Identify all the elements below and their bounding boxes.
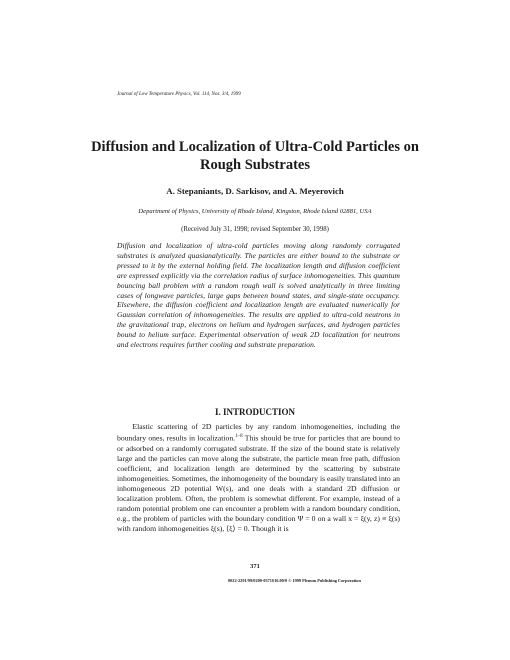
- journal-header: Journal of Low Temperature Physics, Vol. 114, Nos. 3/4, 1999: [117, 92, 241, 97]
- affiliation: Department of Physics, University of Rhode Island, Kingston, Rhode Island 02881, USA: [138, 208, 372, 215]
- paragraph-indent: [117, 422, 132, 431]
- intro-text-part2: This should be true for particles that are bound to or adsorbed on a randomly corrugated substrate. If the size of the bound state is relatively large and the particles can move along the substrate, the particle mean free path, diffusion coefficient, and localization length are determined by the scattering by substrate inhomogeneities. Sometimes, the inhomogeneity of the boundary is easily translated into an inhomogeneous 2D potential W(s), and one deals with a standard 2D diffusion or localization problem. Often, the problem is somewhat different. For example, instead of a random potential problem one can encounter a problem with a random boundary condition, e.g., the problem of particles with the boundary condition Ψ = 0 on a wall x = ξ(y, z) ≡ ξ(s) with random inhomogeneities ξ(s), ⟨ξ⟩ = 0. Though it is: [117, 433, 400, 534]
- page-number: 371: [250, 563, 260, 570]
- section-heading-introduction: I. INTRODUCTION: [214, 407, 295, 417]
- author-list: A. Stepaniants, D. Sarkisov, and A. Meyerovich: [166, 186, 344, 196]
- introduction-paragraph: [117, 422, 400, 534]
- paper-title: Diffusion and Localization of Ultra-Cold Particles on Rough Substrates: [91, 139, 419, 173]
- reference-superscript: 1–8: [235, 434, 243, 440]
- copyright-footer: 0022-2291/99/0200-0371$16.00/0 © 1999 Plenum Publishing Corporation: [228, 578, 361, 583]
- abstract-paragraph: Diffusion and localization of ultra-cold particles moving along randomly corrugated substrates is analyzed quasianalytically. The particles are either bound to the substrate or pressed to it by the external holding field. The localization length and diffusion coefficient are expressed explicitly via the correlation radius of surface inhomogeneities. This quantum bouncing ball problem with a random rough wall is solved analytically in three limiting cases of longwave particles, large gaps between bound states, and single-state occupancy. Elsewhere, the diffusion coefficient and localization length are evaluated numerically for Gaussian correlation of inhomogeneities. The results are applied to ultra-cold neutrons in the gravitational trap, electrons on helium and hydrogen surfaces, and hydrogen particles bound to helium surface. Experimental observation of weak 2D localization for neutrons and electrons requires further cooling and substrate preparation.: [117, 241, 400, 350]
- received-dates: (Received July 31, 1998; revised September 30, 1998): [181, 226, 329, 233]
- intro-text-part1: Elastic scattering of 2D particles by any random inhomogeneities, including the boundary ones, results in localization.: [117, 422, 400, 443]
